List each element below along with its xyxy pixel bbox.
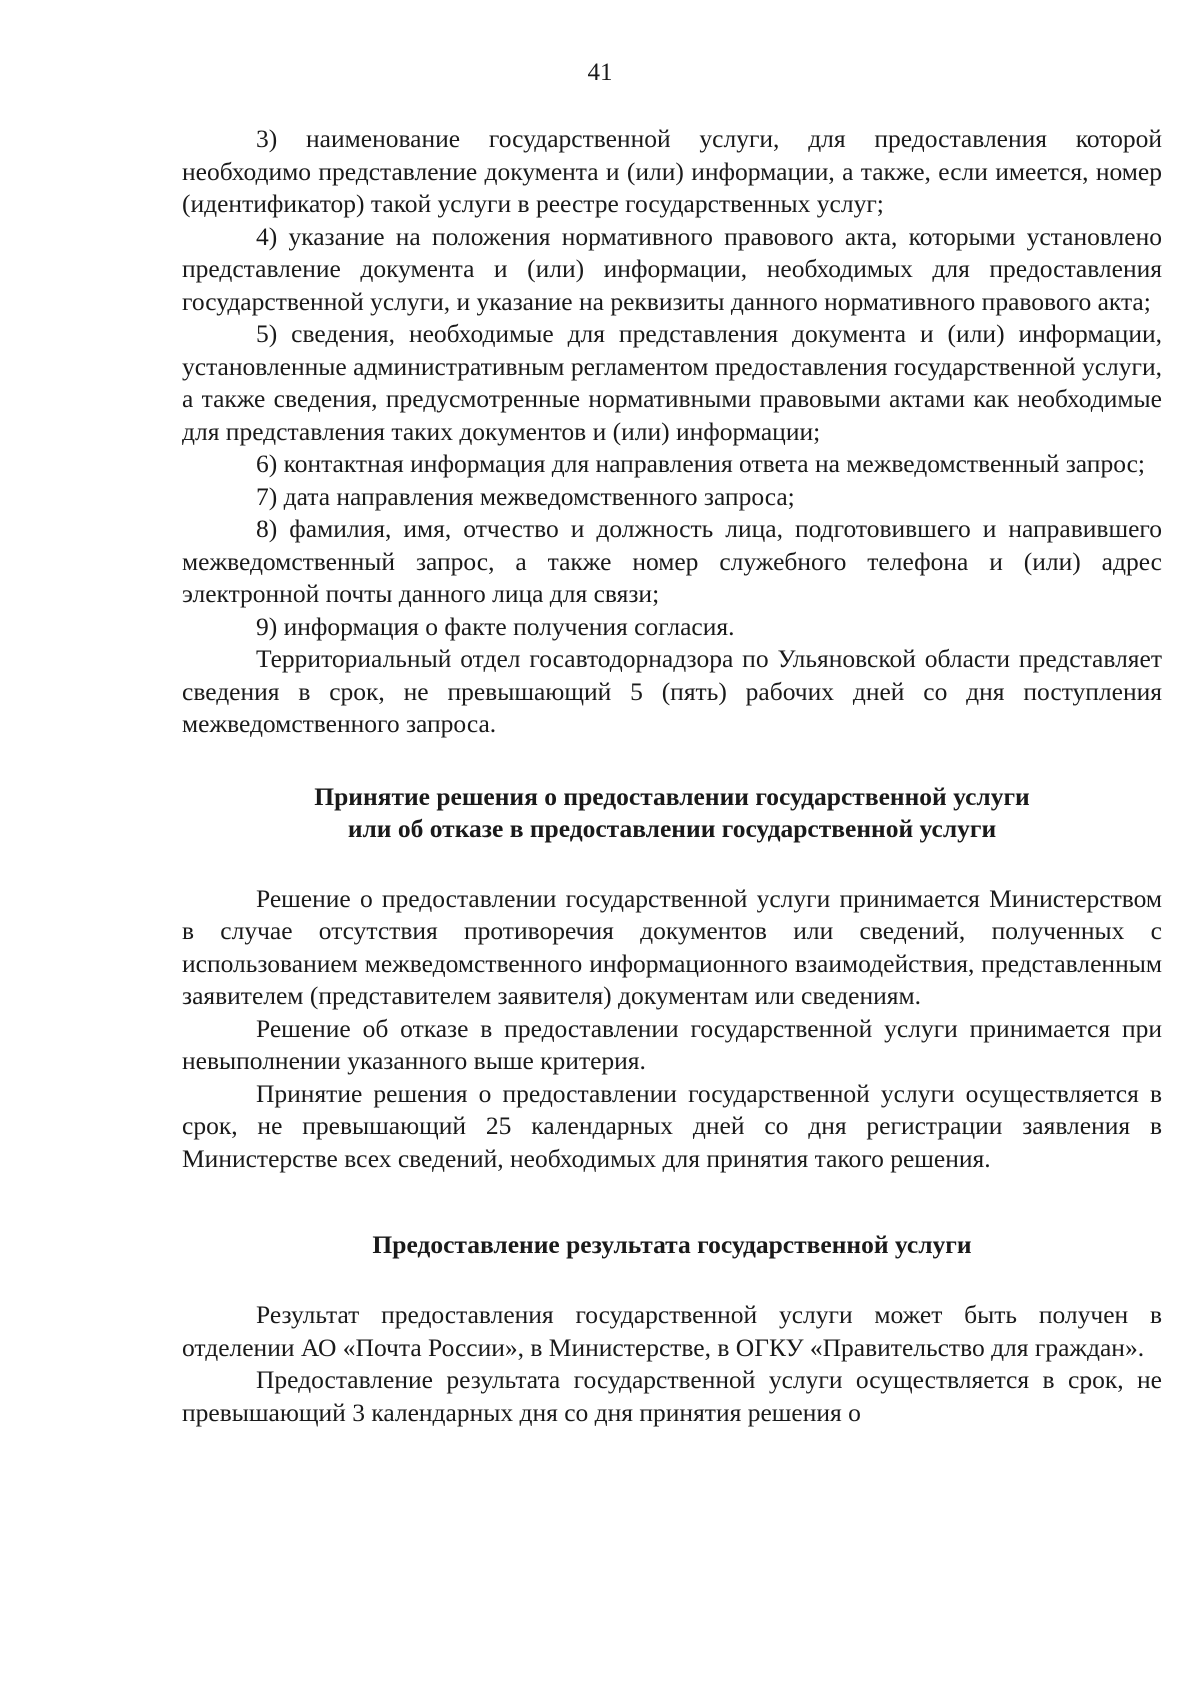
paragraph-decision-refused: Решение об отказе в предоставлении государственной услуги принимается при невыполнении указанного выше критерия.	[182, 1013, 1162, 1075]
list-item-3: 3) наименование государственной услуги, для предоставления которой необходимо представление документа и (или) информации, а также, если имеется, номер (идентификатор) такой услуги в реестре государственных услуг;	[182, 124, 1162, 218]
section-heading-decision-line2: или об отказе в предоставлении государственной услуги	[347, 813, 997, 843]
paragraph-result-term: Предоставление результата государственной услуги осуществляется в срок, не превышающий 3 календарных дня со дня принятия решения о	[182, 1365, 1162, 1427]
list-item-4: 4) указание на положения нормативного правового акта, которыми установлено представление документа и (или) информации, необходимых для предоставления государственной услуги, и указание на реквизиты данного нормативного правового акта;	[182, 221, 1162, 316]
list-item-5: 5) сведения, необходимые для представления документа и (или) информации, установленные административным регламентом предоставления государственной услуги, а также сведения, предусмотренные нормативными правовыми актами как необходимые для представления таких документов и (или) информации;	[182, 319, 1162, 446]
paragraph-territorial-department: Территориальный отдел госавтодорнадзора по Ульяновской области представляет сведения в срок, не превышающий 5 (пять) рабочих дней со дня поступления межведомственного запроса.	[182, 644, 1162, 738]
list-item-8: 8) фамилия, имя, отчество и должность лица, подготовившего и направившего межведомственный запрос, а также номер служебного телефона и (или) адрес электронной почты данного лица для связи;	[182, 514, 1162, 608]
paragraph-decision-granted: Решение о предоставлении государственной услуги принимается Министерством в случае отсутствия противоречия документов или сведений, полученных с использованием межведомственного информационного взаимодействия, представленным заявителем (представителем заявителя) документам или сведениям.	[182, 883, 1162, 1010]
section-heading-decision	[182, 781, 1162, 845]
result-section-body	[182, 1299, 1162, 1429]
page-content	[182, 123, 1162, 1429]
section-heading-decision-line1: Принятие решения о предоставлении государственной услуги	[314, 781, 1030, 811]
paragraph-result-where: Результат предоставления государственной услуги может быть получен в отделении АО «Почта России», в Министерстве, в ОГКУ «Правительство для граждан».	[182, 1300, 1162, 1362]
page-number: 41	[587, 59, 613, 86]
list-item-9: 9) информация о факте получения согласия.	[256, 611, 735, 641]
paragraph-decision-term: Принятие решения о предоставлении государственной услуги осуществляется в срок, не превышающий 25 календарных дней со дня регистрации заявления в Министерстве всех сведений, необходимых для принятия такого решения.	[182, 1078, 1162, 1173]
list-item-7: 7) дата направления межведомственного запроса;	[256, 481, 795, 511]
list-item-6: 6) контактная информация для направления ответа на межведомственный запрос;	[256, 449, 1145, 478]
decision-section-body	[182, 883, 1162, 1176]
section-heading-result: Предоставление результата государственной услуги	[372, 1230, 972, 1259]
